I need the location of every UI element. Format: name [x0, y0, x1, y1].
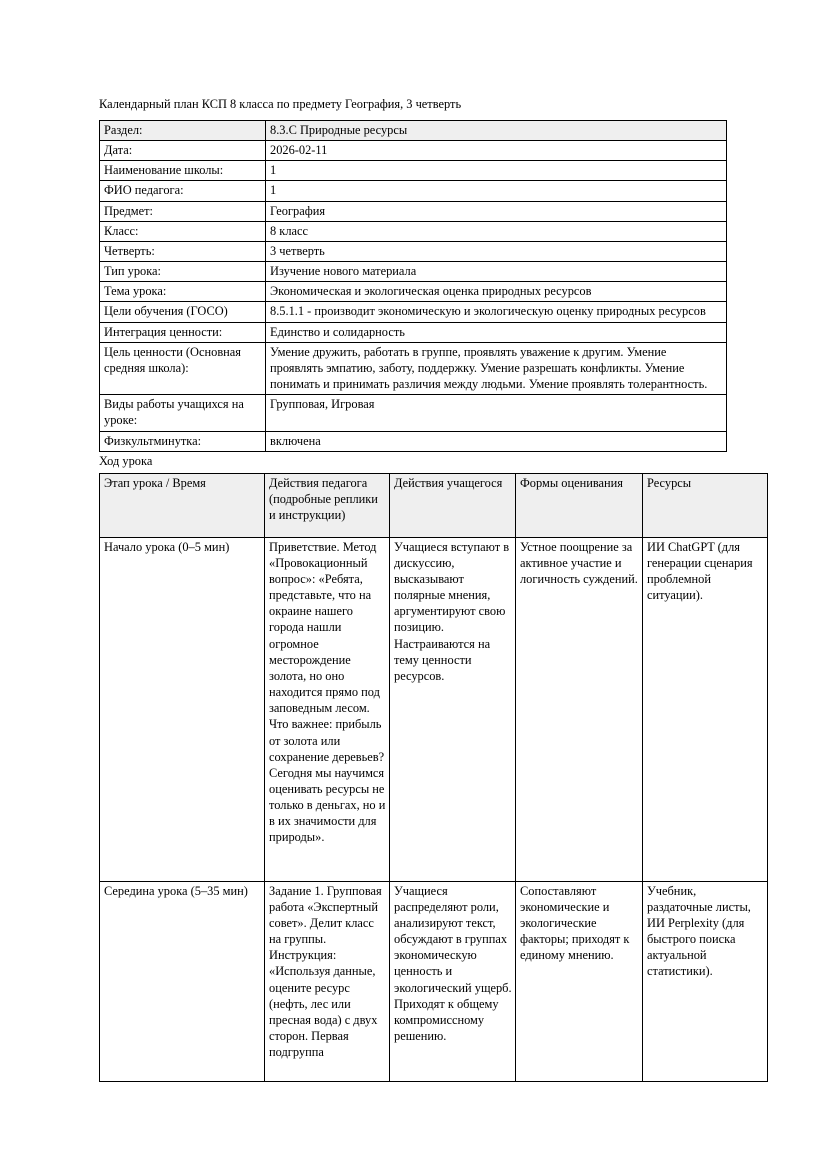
column-header-resources: Ресурсы [643, 473, 768, 537]
cell-stage: Середина урока (5–35 мин) [100, 881, 265, 1081]
info-value: 8 класс [266, 221, 727, 241]
info-value: 8.3.C Природные ресурсы [266, 121, 727, 141]
info-value: Изучение нового материала [266, 262, 727, 282]
table-row [100, 221, 727, 241]
info-value: География [266, 201, 727, 221]
table-row [100, 342, 727, 394]
info-value: Единство и солидарность [266, 322, 727, 342]
table-row [100, 241, 727, 261]
table-row [100, 881, 768, 1081]
cell-stage: Начало урока (0–5 мин) [100, 537, 265, 881]
table-row [100, 322, 727, 342]
table-row [100, 121, 727, 141]
table-row [100, 181, 727, 201]
cell-teacher-actions: Приветствие. Метод «Провокационный вопрос»: «Ребята, представьте, что на окраине нашего города нашли огромное месторождение золота, но оно находится прямо под заповедным лесом. Что важнее: прибыль от золота или сохранение деревьев? Сегодня мы научимся оценивать ресурсы не только в деньгах, но и в их значимости для природы». [265, 537, 390, 881]
info-label: Тип урока: [100, 262, 266, 282]
document-content [99, 96, 753, 1082]
table-header-row [100, 473, 768, 537]
info-label: Наименование школы: [100, 161, 266, 181]
table-row [100, 262, 727, 282]
cell-resources: Учебник, раздаточные листы, ИИ Perplexity (для быстрого поиска актуальной статистики). [643, 881, 768, 1081]
column-header-student-actions: Действия учащегося [390, 473, 516, 537]
cell-student-actions: Учащиеся распределяют роли, анализируют текст, обсуждают в группах экономическую ценность и экологический ущерб. Приходят к общему компромиссному решению. [390, 881, 516, 1081]
info-label: Физкультминутка: [100, 431, 266, 451]
table-row [100, 141, 727, 161]
info-value: 1 [266, 181, 727, 201]
table-row [100, 201, 727, 221]
lesson-info-table [99, 120, 727, 452]
info-label: Цели обучения (ГОСО) [100, 302, 266, 322]
table-row [100, 537, 768, 881]
table-row [100, 302, 727, 322]
info-label: Цель ценности (Основная средняя школа): [100, 342, 266, 394]
info-label: Интеграция ценности: [100, 322, 266, 342]
table-row [100, 395, 727, 431]
info-label: ФИО педагога: [100, 181, 266, 201]
info-value: 8.5.1.1 - производит экономическую и экологическую оценку природных ресурсов [266, 302, 727, 322]
info-label: Предмет: [100, 201, 266, 221]
column-header-assessment-forms: Формы оценивания [516, 473, 643, 537]
cell-resources: ИИ ChatGPT (для генерации сценария проблемной ситуации). [643, 537, 768, 881]
info-label: Дата: [100, 141, 266, 161]
section-caption-lesson-flow: Ход урока [99, 453, 153, 468]
column-header-teacher-actions: Действия педагога (подробные реплики и инструкции) [265, 473, 390, 537]
lesson-flow-table [99, 473, 768, 1082]
cell-assessment-forms: Сопоставляют экономические и экологические факторы; приходят к единому мнению. [516, 881, 643, 1081]
cell-assessment-forms: Устное поощрение за активное участие и логичность суждений. [516, 537, 643, 881]
table-row [100, 161, 727, 181]
info-label: Тема урока: [100, 282, 266, 302]
info-value: 1 [266, 161, 727, 181]
info-value: 2026-02-11 [266, 141, 727, 161]
info-label: Четверть: [100, 241, 266, 261]
info-label: Виды работы учащихся на уроке: [100, 395, 266, 431]
table-row [100, 282, 727, 302]
info-value: включена [266, 431, 727, 451]
column-header-stage: Этап урока / Время [100, 473, 265, 537]
info-label: Класс: [100, 221, 266, 241]
info-value: Групповая, Игровая [266, 395, 727, 431]
cell-teacher-actions: Задание 1. Групповая работа «Экспертный совет». Делит класс на группы. Инструкция: «Используя данные, оцените ресурс (нефть, лес или пресная вода) с двух сторон. Первая подгруппа [265, 881, 390, 1081]
info-value: Умение дружить, работать в группе, проявлять уважение к другим. Умение проявлять эмпатию, заботу, поддержку. Умение разрешать конфликты. Умение понимать и принимать различия между людьми. Умение проявлять толерантность. [266, 342, 727, 394]
table-row [100, 431, 727, 451]
page-title: Календарный план КСП 8 класса по предмету География, 3 четверть [99, 97, 462, 111]
info-label: Раздел: [100, 121, 266, 141]
info-value: 3 четверть [266, 241, 727, 261]
cell-student-actions: Учащиеся вступают в дискуссию, высказывают полярные мнения, аргументируют свою позицию. Настраиваются на тему ценности ресурсов. [390, 537, 516, 881]
info-value: Экономическая и экологическая оценка природных ресурсов [266, 282, 727, 302]
